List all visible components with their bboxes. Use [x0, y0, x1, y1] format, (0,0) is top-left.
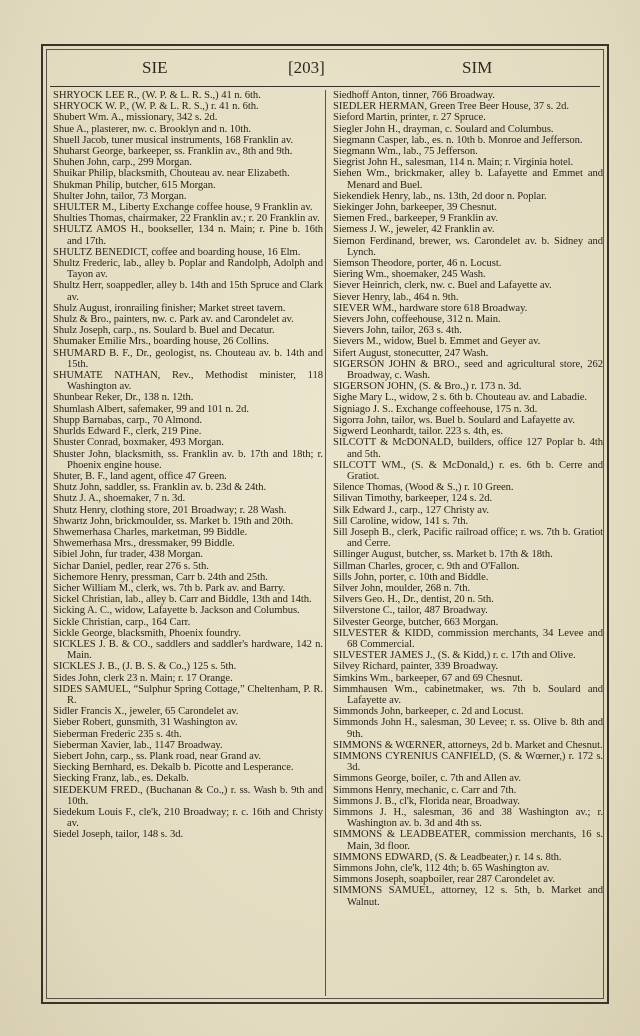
directory-entry: Shwemerhasa Mrs., dressmaker, 99 Biddle. [53, 538, 235, 550]
directory-entry: Shulties Thomas, chairmaker, 22 Franklin av.; r. 20 Franklin av. [53, 213, 320, 225]
directory-entry: SICKLES J. B., (J. B. S. & Co.,) 125 s. 5th. [53, 661, 237, 673]
directory-entry: Sighe Mary L., widow, 2 s. 6th b. Chouteau av. and Labadie. [333, 392, 587, 404]
directory-entry: Sickel Christian, lab., alley b. Carr and Biddle, 13th and 14th. [53, 594, 312, 606]
header-rule [50, 86, 600, 87]
directory-entry: SIMMONS & WŒRNER, attorneys, 2d b. Market and Chesnut. [333, 739, 603, 751]
directory-entry: Silvester George, butcher, 663 Morgan. [333, 616, 499, 628]
directory-entry: Siemen Fred., barkeeper, 9 Franklin av. [333, 213, 498, 225]
directory-entry: SIGERSON JOHN & BRO., seed and agricultural store, 262 Broadway, c. Wash. [333, 358, 603, 382]
directory-entry: SHULTZ BENEDICT, coffee and boarding house, 16 Elm. [53, 246, 301, 258]
directory-entry: Simmons John, cle'k, 112 4th; b. 65 Washington av. [333, 863, 550, 875]
directory-entry: Simmons J. B., cl'k, Florida near, Broadway. [333, 795, 520, 807]
directory-entry: SILCOTT WM., (S. & McDonald,) r. es. 6th b. Cerre and Gratiot. [333, 459, 603, 482]
directory-entry: Simmonds John H., salesman, 30 Levee; r. ss. Olive b. 8th and 9th. [333, 717, 603, 740]
directory-entry: Sigwerd Leonhardt, tailor. 223 s. 4th, es. [333, 426, 504, 438]
directory-entry: SIMMONS SAMUEL, attorney, 12 s. 5th, b. Market and Walnut. [333, 885, 603, 908]
directory-entry: Shuster Conrad, boxmaker, 493 Morgan. [53, 437, 224, 449]
directory-entry: Shurlds Edward F., clerk, 219 Pine. [53, 426, 202, 438]
directory-entry: SILVESTER JAMES J., (S. & Kidd,) r. c. 17th and Olive. [333, 650, 576, 662]
directory-entry: SICKLES J. B. & CO., saddlers and saddler's hardware, 142 n. Main. [53, 638, 323, 662]
directory-entry: Sill Joseph B., clerk, Pacific railroad office; r. ws. 7th b. Gratiot and Cerre. [333, 526, 603, 550]
directory-entry: Siemon Ferdinand, brewer, ws. Carondelet av. b. Sidney and Lynch. [333, 235, 603, 258]
directory-entry: Shulz & Bro., painters, nw. c. Park av. and Carondelet av. [53, 314, 294, 326]
directory-entry: Shuhen John, carp., 299 Morgan. [53, 157, 192, 169]
directory-entry: Siegrist John H., salesman, 114 n. Main; r. Virginia hotel. [333, 157, 574, 169]
directory-entry: Shuter, B. F., land agent, office 47 Green. [53, 470, 227, 482]
directory-entry: Siecking Franz, lab., es. Dekalb. [53, 773, 189, 785]
directory-entry: SIMMONS CYRENIUS CANFIELD, (S. & Wœrner,) r. 172 s. 3d. [333, 750, 603, 774]
directory-entry: Sicher William M., clerk, ws. 7th b. Park av. and Barry. [53, 582, 286, 594]
directory-entry: SHULTZ AMOS H., bookseller, 134 n. Main; r. Pine b. 16th and 17th. [53, 224, 323, 247]
directory-entry: Shulz Joseph, carp., ns. Soulard b. Buel and Decatur. [53, 325, 275, 337]
directory-entry: Shuell Jacob, tuner musical instruments, 168 Franklin av. [53, 134, 294, 146]
directory-entry: Siegmann Casper, lab., es. n. 10th b. Monroe and Jefferson. [333, 134, 583, 146]
directory-entry: Shue A., plasterer, nw. c. Brooklyn and n. 10th. [53, 123, 252, 135]
directory-entry: Sidler Francis X., jeweler, 65 Carondelet av. [53, 706, 239, 718]
directory-entry: Siever Heinrich, clerk, nw. c. Buel and Lafayette av. [333, 280, 552, 292]
directory-entry: SIGERSON JOHN, (S. & Bro.,) r. 173 n. 3d. [333, 381, 522, 393]
directory-entry: Sievers John, coffeehouse, 312 n. Main. [333, 314, 501, 326]
directory-entry: Silivan Timothy, barkeeper, 124 s. 2d. [333, 493, 493, 505]
directory-entry: Siekinger John, barkeeper, 39 Chesnut. [333, 202, 497, 214]
directory-entry: SIDES SAMUEL, “Sulphur Spring Cottage,” Cheltenham, P. R. R. [53, 683, 323, 706]
directory-entry: Silvers Geo. H., Dr., dentist, 20 n. 5th. [333, 594, 494, 606]
directory-entry: Simmonds John, barkeeper, c. 2d and Locust. [333, 706, 524, 718]
directory-entry: Simmons George, boiler, c. 7th and Allen av. [333, 773, 522, 785]
directory-entry: Silence Thomas, (Wood & S.,) r. 10 Green. [333, 482, 514, 494]
directory-entry: Shukman Philip, butcher, 615 Morgan. [53, 179, 216, 191]
directory-entry: Silk Edward J., carp., 127 Christy av. [333, 504, 490, 516]
directory-entry: Sill Caroline, widow, 141 s. 7th. [333, 515, 469, 527]
directory-entry: Siecking Bernhard, es. Dekalb b. Picotte and Lesperance. [53, 762, 294, 774]
directory-entry: Sieford Martin, printer, r. 27 Spruce. [333, 112, 486, 124]
directory-entry: Simkins Wm., barkeeper, 67 and 69 Chesnut. [333, 672, 523, 684]
directory-entry: Sigorra John, tailor, ws. Buel b. Soulard and Lafayette av. [333, 414, 575, 426]
directory-entry: Shulter John, tailor, 73 Morgan. [53, 190, 187, 202]
directory-entry: Siehen Wm., brickmaker, alley b. Lafayette and Emmet and Menard and Buel. [333, 168, 603, 191]
directory-entry: SIMMONS EDWARD, (S. & Leadbeater,) r. 14 s. 8th. [333, 851, 562, 863]
directory-entry: Silvey Richard, painter, 339 Broadway. [333, 661, 498, 673]
directory-entry: Siedhoff Anton, tinner, 766 Broadway. [333, 90, 495, 101]
directory-entry: Sichemore Henry, pressman, Carr b. 24th and 25th. [53, 571, 268, 583]
directory-entry: Simmons J. H., salesman, 36 and 38 Washington av.; r. Washington av. b. 3d and 4th ss. [333, 807, 603, 830]
directory-entry: Shubert Wm. A., missionary, 342 s. 2d. [53, 112, 218, 124]
directory-entry: Sifert August, stonecutter, 247 Wash. [333, 347, 489, 359]
directory-entry: Shutz J. A., shoemaker, 7 n. 3d. [53, 493, 186, 505]
directory-entry: Sillinger August, butcher, ss. Market b. 17th & 18th. [333, 549, 553, 561]
directory-entry: SILCOTT & McDONALD, builders, office 127 Poplar b. 4th and 5th. [333, 437, 603, 460]
directory-entry: Shwemerhasa Charles, marketman, 99 Biddle. [53, 526, 248, 538]
column-divider [325, 90, 326, 996]
directory-entry: Siedekum Louis F., cle'k, 210 Broadway; r. c. 16th and Christy av. [53, 807, 323, 830]
directory-entry: Sieberman Xavier, lab., 1147 Broadway. [53, 739, 223, 751]
directory-entry: SIEDEKUM FRED., (Buchanan & Co.,) r. ss. Wash b. 9th and 10th. [53, 784, 323, 807]
directory-entry: Sickle Christian, carp., 164 Carr. [53, 616, 191, 628]
directory-entry: Sills John, porter, c. 10th and Biddle. [333, 571, 489, 583]
directory-entry: Siebert John, carp., ss. Plank road, near Grand av. [53, 750, 261, 762]
directory-entry: Siemson Theodore, porter, 46 n. Locust. [333, 258, 502, 270]
directory-entry: Sievers John, tailor, 263 s. 4th. [333, 325, 462, 337]
directory-entry: Simmons Henry, mechanic, c. Carr and 7th. [333, 784, 517, 796]
directory-entry: Shuster John, blacksmith, ss. Franklin av. b. 17th and 18th; r. Phoenix engine house. [53, 448, 323, 471]
directory-entry: Simmons Joseph, soapboiler, rear 287 Carondelet av. [333, 874, 555, 886]
directory-entry: Shuikar Philip, blacksmith, Chouteau av. near Elizabeth. [53, 168, 290, 180]
directory-entry: Shulz August, ironrailing finisher; Market street tavern. [53, 302, 286, 314]
directory-entry: SHRYOCK LEE R., (W. P. & L. R. S.,) 41 n. 6th. [53, 90, 261, 101]
directory-entry: Sickle George, blacksmith, Phoenix foundry. [53, 627, 241, 639]
directory-entry: Siekendiek Henry, lab., ns. 13th, 2d door n. Poplar. [333, 190, 547, 202]
left-column [53, 90, 323, 841]
right-column [333, 90, 603, 908]
directory-entry: Simmhausen Wm., cabinetmaker, ws. 7th b. Soulard and Lafayette av. [333, 683, 603, 706]
directory-entry: SHULTER M., Liberty Exchange coffee house, 9 Franklin av. [53, 202, 313, 214]
directory-entry: Siering Wm., shoemaker, 245 Wash. [333, 269, 486, 281]
directory-entry: SHUMARD B. F., Dr., geologist, ns. Chouteau av. b. 14th and 15th. [53, 347, 323, 370]
directory-entry: Shultz Frederic, lab., alley b. Poplar and Randolph, Adolph and Tayon av. [53, 258, 323, 281]
directory-entry: Shumaker Emilie Mrs., boarding house, 26 Collins. [53, 336, 269, 348]
directory-entry: Shwartz John, brickmoulder, ss. Market b. 19th and 20th. [53, 515, 294, 527]
directory-entry: SHRYOCK W. P., (W. P. & L. R. S.,) r. 41 n. 6th. [53, 101, 259, 113]
directory-entry: SILVESTER & KIDD, commission merchants, 34 Levee and 68 Commercial. [333, 627, 603, 650]
directory-entry: Sichar Daniel, pedler, rear 276 s. 5th. [53, 560, 209, 572]
left-guide-word: SIE [142, 58, 168, 77]
page-header [50, 50, 600, 86]
directory-entry: Sievers M., widow, Buel b. Emmet and Geyer av. [333, 336, 541, 348]
directory-entry: SHUMATE NATHAN, Rev., Methodist minister, 118 Washington av. [53, 370, 323, 393]
directory-entry: Shumlash Albert, safemaker, 99 and 101 n. 2d. [53, 403, 249, 415]
directory-entry: Siegler John H., drayman, c. Soulard and Columbus. [333, 123, 554, 135]
directory-entry: SIMMONS & LEADBEATER, commission merchants, 16 s. Main, 3d floor. [333, 829, 603, 852]
directory-entry: Shutz Henry, clothing store, 201 Broadway; r. 28 Wash. [53, 504, 287, 516]
directory-entry: Shultz Herr, soappedler, alley b. 14th and 15th Spruce and Clark av. [53, 280, 323, 303]
directory-entry: Sieberman Frederic 235 s. 4th. [53, 728, 182, 740]
directory-entry: Sibiel John, fur trader, 438 Morgan. [53, 549, 203, 561]
directory-entry: Silverstone C., tailor, 487 Broadway. [333, 605, 488, 617]
directory-entry: Siegmann Wm., lab., 75 Jefferson. [333, 146, 478, 158]
directory-entry: Signiago J. S.. Exchange coffeehouse, 175 n. 3d. [333, 403, 538, 415]
directory-entry: SIEDLER HERMAN, Green Tree Beer House, 37 s. 2d. [333, 101, 569, 113]
directory-entry: Sides John, clerk 23 n. Main; r. 17 Orange. [53, 672, 233, 684]
directory-entry: Shupp Barnabas, carp., 70 Almond. [53, 414, 202, 426]
directory-entry: Shunbear Reker, Dr., 138 n. 12th. [53, 392, 194, 404]
directory-entry: Silver John, moulder, 268 n. 7th. [333, 582, 471, 594]
directory-entry: Siedel Joseph, tailor, 148 s. 3d. [53, 829, 184, 841]
directory-entry: Sieber Robert, gunsmith, 31 Washington av. [53, 717, 238, 729]
directory-entry: Siever Henry, lab., 464 n. 9th. [333, 291, 459, 303]
page-number: [203] [288, 58, 325, 77]
directory-entry: Siemess J. W., jeweler, 42 Franklin av. [333, 224, 495, 236]
directory-entry: Sillman Charles, grocer, c. 9th and O'Fallon. [333, 560, 520, 572]
directory-entry: Shutz John, saddler, ss. Franklin av. b. 23d & 24th. [53, 482, 267, 494]
directory-entry: SIEVER WM., hardware store 618 Broadway. [333, 302, 528, 314]
directory-entry: Sicking A. C., widow, Lafayette b. Jackson and Columbus. [53, 605, 300, 617]
right-guide-word: SIM [462, 58, 493, 77]
directory-entry: Shuharst George, barkeeper, ss. Franklin av., 8th and 9th. [53, 146, 293, 158]
